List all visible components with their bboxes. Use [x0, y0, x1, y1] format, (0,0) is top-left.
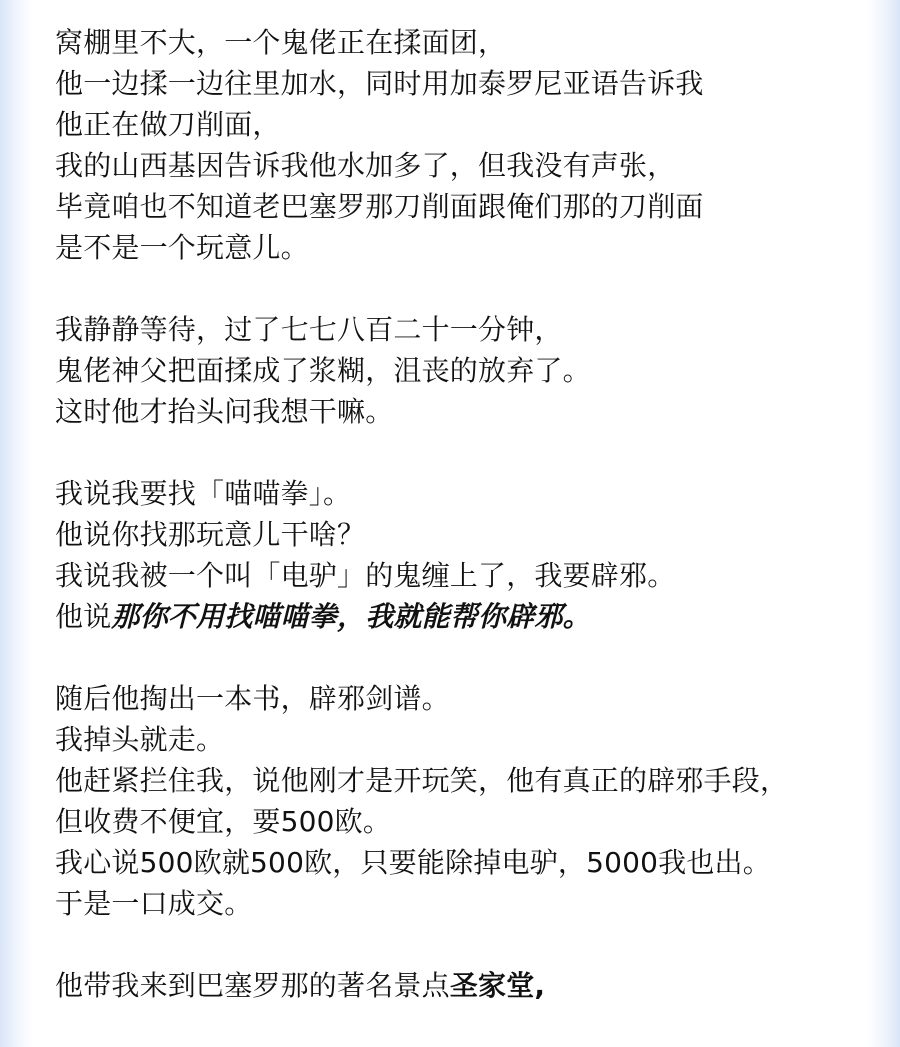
text-line: 我的山西基因告诉我他水加多了，但我没有声张，	[55, 149, 676, 182]
text-line: 他正在做刀削面，	[55, 108, 281, 141]
paragraph-2	[55, 309, 885, 432]
mixed-text-line	[55, 965, 885, 1006]
emphasized-quote: 那你不用找喵喵拳，我就能帮你辟邪。	[111, 600, 591, 633]
text-line: 我说我要找「喵喵拳」。	[55, 477, 352, 510]
text-line: 毕竟咱也不知道老巴塞罗那刀削面跟俺们那的刀削面	[55, 190, 704, 223]
text-line: 但收费不便宜，要500欧。	[55, 805, 392, 838]
text-line: 窝棚里不大，一个鬼佬正在揉面团，	[55, 26, 507, 59]
text-line: 我心说500欧就500欧，只要能除掉电驴，5000我也出。	[55, 846, 771, 879]
text-line: 这时他才抬头问我想干嘛。	[55, 395, 394, 428]
line-prefix: 他带我来到巴塞罗那的著名景点	[55, 969, 450, 1002]
text-line: 于是一口成交。	[55, 887, 253, 920]
paragraph-4	[55, 678, 885, 924]
text-line: 随后他掏出一本书，辟邪剑谱。	[55, 682, 450, 715]
line-prefix: 他说	[55, 600, 112, 633]
text-line: 他赶紧拦住我，说他刚才是开玩笑，他有真正的辟邪手段，	[55, 764, 789, 797]
text-line: 是不是一个玩意儿。	[55, 231, 309, 264]
paragraph-1	[55, 22, 885, 268]
bold-landmark: 圣家堂,	[449, 969, 546, 1002]
text-line: 我掉头就走。	[55, 723, 225, 756]
text-line: 他一边揉一边往里加水，同时用加泰罗尼亚语告诉我	[55, 67, 704, 100]
mixed-text-line	[55, 596, 885, 637]
paragraph-5	[55, 965, 885, 1006]
text-line: 鬼佬神父把面揉成了浆糊，沮丧的放弃了。	[55, 354, 591, 387]
text-line: 我说我被一个叫「电驴」的鬼缠上了，我要辟邪。	[55, 559, 676, 592]
article-body	[55, 22, 885, 1047]
text-line: 我静静等待，过了七七八百二十一分钟，	[55, 313, 563, 346]
text-line: 他说你找那玩意儿干啥？	[55, 518, 366, 551]
paragraph-3	[55, 473, 885, 637]
